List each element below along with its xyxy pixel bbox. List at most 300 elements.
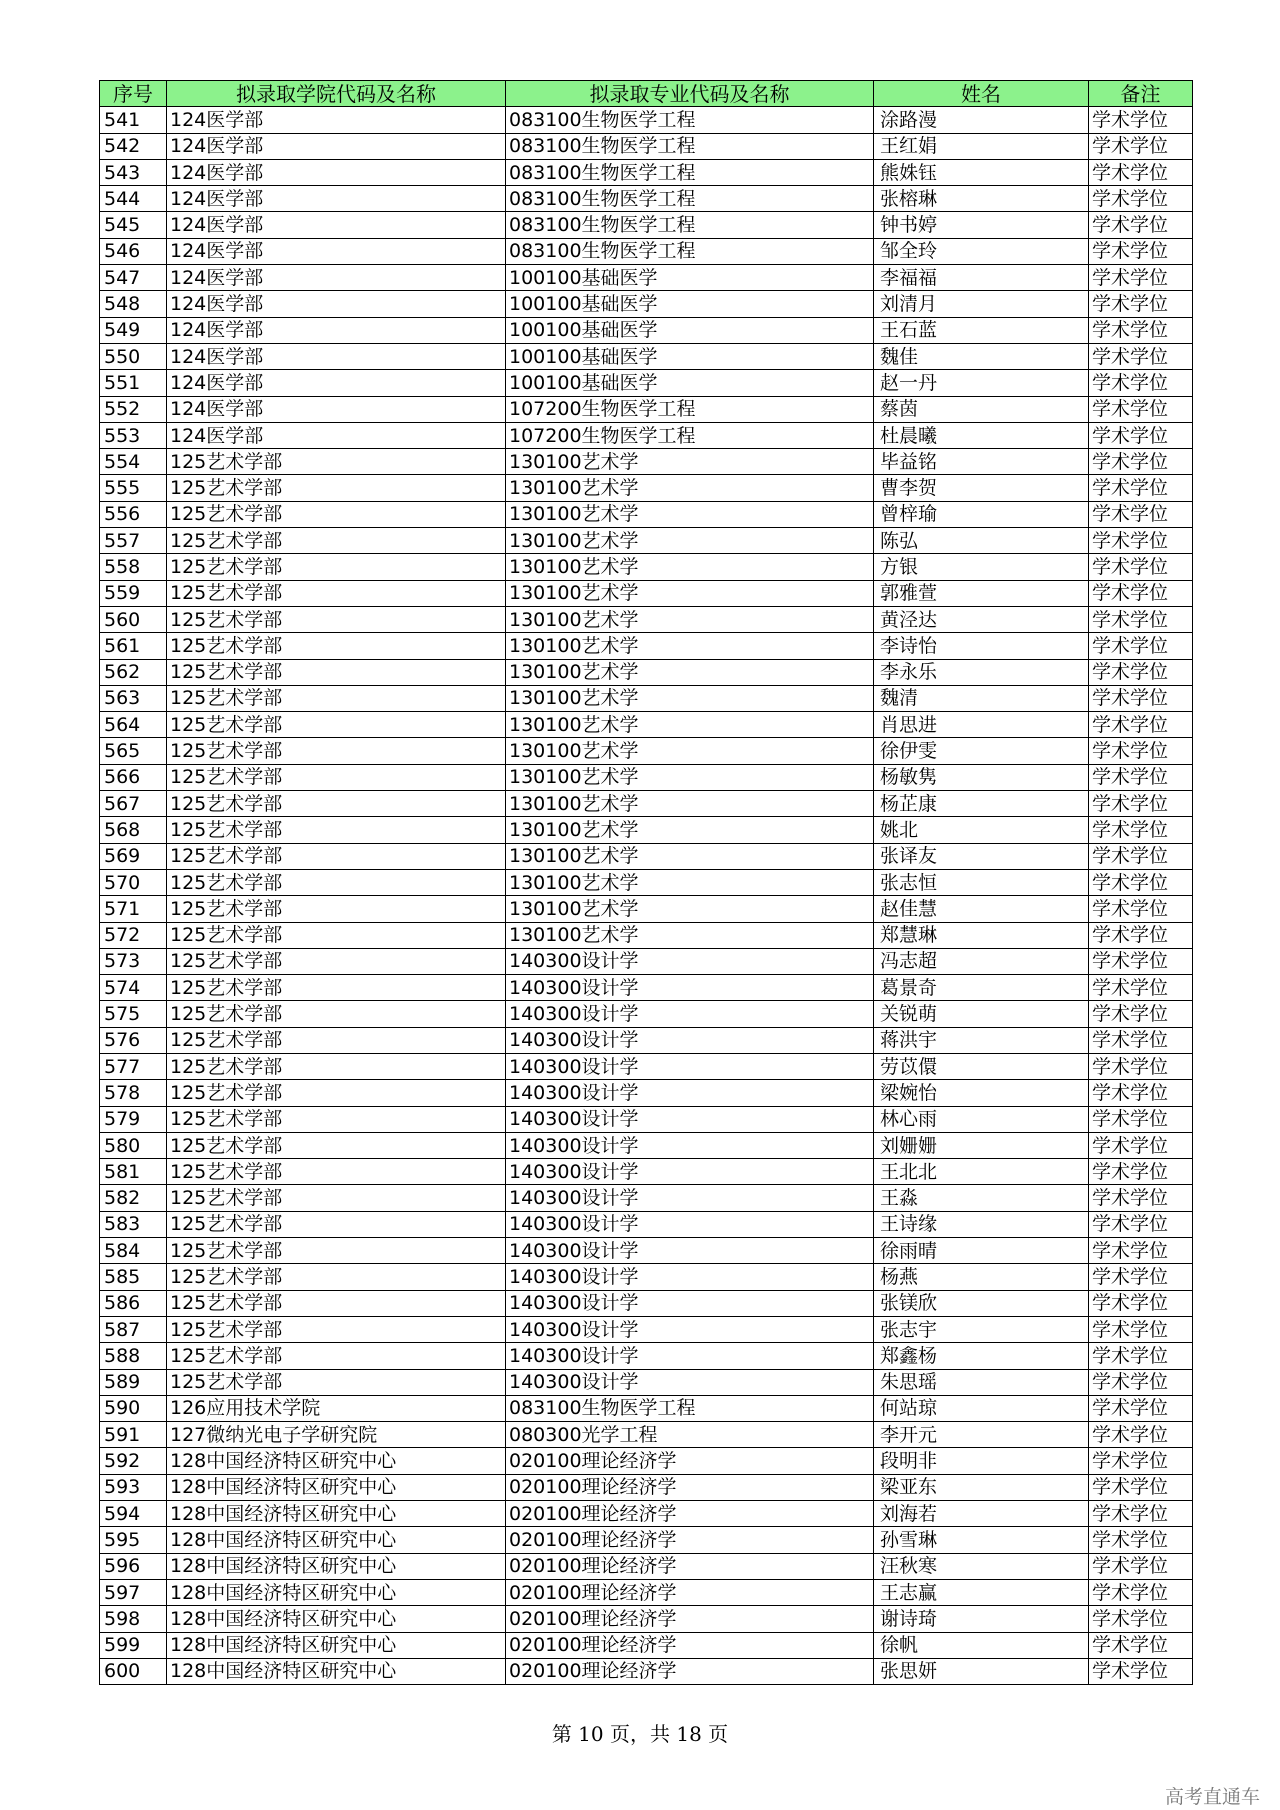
cell-remark: 学术学位: [1089, 1211, 1193, 1237]
cell-remark: 学术学位: [1089, 186, 1193, 212]
cell-remark: 学术学位: [1089, 265, 1193, 291]
cell-college: 125艺术学部: [167, 1264, 506, 1290]
table-row: [100, 265, 1193, 291]
cell-major: 130100艺术学: [506, 712, 874, 738]
cell-index: 551: [100, 370, 167, 396]
cell-college: 125艺术学部: [167, 1343, 506, 1369]
table-row: [100, 975, 1193, 1001]
cell-index: 562: [100, 659, 167, 685]
cell-name: 张志宇: [874, 1316, 1089, 1342]
cell-college: 125艺术学部: [167, 606, 506, 632]
cell-college: 125艺术学部: [167, 1159, 506, 1185]
cell-name: 徐伊雯: [874, 738, 1089, 764]
table-row: [100, 449, 1193, 475]
table-row: [100, 1658, 1193, 1684]
cell-name: 陈弘: [874, 528, 1089, 554]
cell-index: 568: [100, 817, 167, 843]
table-row: [100, 1527, 1193, 1553]
cell-major: 083100生物医学工程: [506, 212, 874, 238]
cell-index: 589: [100, 1369, 167, 1395]
table-row: [100, 1579, 1193, 1605]
cell-name: 王志赢: [874, 1579, 1089, 1605]
cell-remark: 学术学位: [1089, 869, 1193, 895]
cell-name: 李开元: [874, 1422, 1089, 1448]
cell-remark: 学术学位: [1089, 1632, 1193, 1658]
cell-major: 020100理论经济学: [506, 1632, 874, 1658]
cell-college: 125艺术学部: [167, 1080, 506, 1106]
table-row: [100, 606, 1193, 632]
cell-remark: 学术学位: [1089, 370, 1193, 396]
cell-remark: 学术学位: [1089, 606, 1193, 632]
cell-name: 郑鑫杨: [874, 1343, 1089, 1369]
cell-name: 杨芷康: [874, 791, 1089, 817]
cell-remark: 学术学位: [1089, 1527, 1193, 1553]
table-row: [100, 291, 1193, 317]
cell-name: 张镁欣: [874, 1290, 1089, 1316]
cell-major: 083100生物医学工程: [506, 186, 874, 212]
cell-college: 124医学部: [167, 133, 506, 159]
cell-name: 方银: [874, 554, 1089, 580]
table-row: [100, 107, 1193, 133]
table-row: [100, 1106, 1193, 1132]
cell-index: 545: [100, 212, 167, 238]
cell-college: 125艺术学部: [167, 554, 506, 580]
table-row: [100, 1001, 1193, 1027]
cell-index: 554: [100, 449, 167, 475]
cell-index: 595: [100, 1527, 167, 1553]
cell-name: 毕益铭: [874, 449, 1089, 475]
cell-name: 冯志超: [874, 948, 1089, 974]
cell-remark: 学术学位: [1089, 1106, 1193, 1132]
cell-major: 130100艺术学: [506, 554, 874, 580]
table-row: [100, 764, 1193, 790]
cell-remark: 学术学位: [1089, 843, 1193, 869]
cell-remark: 学术学位: [1089, 1553, 1193, 1579]
cell-major: 107200生物医学工程: [506, 396, 874, 422]
table-row: [100, 1132, 1193, 1158]
cell-name: 杨敏隽: [874, 764, 1089, 790]
cell-college: 128中国经济特区研究中心: [167, 1658, 506, 1684]
cell-remark: 学术学位: [1089, 1264, 1193, 1290]
cell-index: 565: [100, 738, 167, 764]
table-row: [100, 370, 1193, 396]
cell-name: 林心雨: [874, 1106, 1089, 1132]
cell-college: 125艺术学部: [167, 528, 506, 554]
cell-college: 125艺术学部: [167, 1369, 506, 1395]
cell-college: 124医学部: [167, 238, 506, 264]
cell-name: 黄泾达: [874, 606, 1089, 632]
cell-college: 124医学部: [167, 317, 506, 343]
table-row: [100, 1501, 1193, 1527]
table-row: [100, 869, 1193, 895]
cell-remark: 学术学位: [1089, 1316, 1193, 1342]
cell-name: 肖思进: [874, 712, 1089, 738]
cell-college: 125艺术学部: [167, 869, 506, 895]
table-row: [100, 1369, 1193, 1395]
cell-remark: 学术学位: [1089, 1501, 1193, 1527]
cell-remark: 学术学位: [1089, 1369, 1193, 1395]
cell-remark: 学术学位: [1089, 291, 1193, 317]
cell-name: 李永乐: [874, 659, 1089, 685]
cell-college: 125艺术学部: [167, 1132, 506, 1158]
cell-index: 598: [100, 1606, 167, 1632]
cell-college: 125艺术学部: [167, 685, 506, 711]
header-index: 序号: [100, 81, 167, 107]
cell-index: 584: [100, 1238, 167, 1264]
cell-major: 140300设计学: [506, 1185, 874, 1211]
cell-index: 578: [100, 1080, 167, 1106]
cell-remark: 学术学位: [1089, 159, 1193, 185]
cell-major: 130100艺术学: [506, 922, 874, 948]
cell-index: 593: [100, 1474, 167, 1500]
cell-major: 130100艺术学: [506, 869, 874, 895]
cell-name: 蔡茵: [874, 396, 1089, 422]
cell-remark: 学术学位: [1089, 633, 1193, 659]
cell-index: 555: [100, 475, 167, 501]
cell-name: 熊姝钰: [874, 159, 1089, 185]
cell-college: 128中国经济特区研究中心: [167, 1579, 506, 1605]
cell-name: 张榕琳: [874, 186, 1089, 212]
table-row: [100, 1553, 1193, 1579]
cell-index: 576: [100, 1027, 167, 1053]
cell-remark: 学术学位: [1089, 817, 1193, 843]
cell-college: 125艺术学部: [167, 1027, 506, 1053]
table-row: [100, 1422, 1193, 1448]
table-row: [100, 659, 1193, 685]
cell-college: 124医学部: [167, 291, 506, 317]
cell-index: 559: [100, 580, 167, 606]
cell-name: 梁亚东: [874, 1474, 1089, 1500]
cell-major: 130100艺术学: [506, 501, 874, 527]
cell-name: 王淼: [874, 1185, 1089, 1211]
cell-remark: 学术学位: [1089, 212, 1193, 238]
cell-college: 128中国经济特区研究中心: [167, 1474, 506, 1500]
cell-remark: 学术学位: [1089, 1658, 1193, 1684]
cell-college: 125艺术学部: [167, 1316, 506, 1342]
cell-index: 573: [100, 948, 167, 974]
cell-name: 段明非: [874, 1448, 1089, 1474]
cell-index: 588: [100, 1343, 167, 1369]
header-remark: 备注: [1089, 81, 1193, 107]
table-row: [100, 1080, 1193, 1106]
cell-remark: 学术学位: [1089, 1290, 1193, 1316]
cell-major: 020100理论经济学: [506, 1501, 874, 1527]
cell-name: 姚北: [874, 817, 1089, 843]
cell-college: 128中国经济特区研究中心: [167, 1501, 506, 1527]
cell-remark: 学术学位: [1089, 1579, 1193, 1605]
table-row: [100, 1185, 1193, 1211]
cell-major: 140300设计学: [506, 1264, 874, 1290]
cell-major: 100100基础医学: [506, 291, 874, 317]
cell-remark: 学术学位: [1089, 1422, 1193, 1448]
cell-index: 564: [100, 712, 167, 738]
cell-name: 魏清: [874, 685, 1089, 711]
cell-remark: 学术学位: [1089, 948, 1193, 974]
cell-major: 140300设计学: [506, 1369, 874, 1395]
cell-index: 544: [100, 186, 167, 212]
cell-remark: 学术学位: [1089, 1185, 1193, 1211]
table-row: [100, 159, 1193, 185]
table-row: [100, 685, 1193, 711]
cell-name: 徐帆: [874, 1632, 1089, 1658]
cell-name: 孙雪琳: [874, 1527, 1089, 1553]
cell-remark: 学术学位: [1089, 1053, 1193, 1079]
cell-major: 140300设计学: [506, 1080, 874, 1106]
table-row: [100, 343, 1193, 369]
cell-college: 124医学部: [167, 343, 506, 369]
table-row: [100, 1211, 1193, 1237]
cell-name: 徐雨晴: [874, 1238, 1089, 1264]
cell-remark: 学术学位: [1089, 528, 1193, 554]
table-body: [100, 107, 1193, 1685]
table-row: [100, 633, 1193, 659]
cell-remark: 学术学位: [1089, 1159, 1193, 1185]
cell-major: 140300设计学: [506, 975, 874, 1001]
cell-major: 130100艺术学: [506, 580, 874, 606]
table-row: [100, 475, 1193, 501]
cell-college: 125艺术学部: [167, 712, 506, 738]
cell-index: 550: [100, 343, 167, 369]
table-row: [100, 422, 1193, 448]
table-row: [100, 554, 1193, 580]
table-row: [100, 791, 1193, 817]
cell-index: 570: [100, 869, 167, 895]
cell-major: 020100理论经济学: [506, 1553, 874, 1579]
table-row: [100, 580, 1193, 606]
cell-name: 梁婉怡: [874, 1080, 1089, 1106]
cell-name: 朱思瑶: [874, 1369, 1089, 1395]
cell-index: 552: [100, 396, 167, 422]
cell-index: 592: [100, 1448, 167, 1474]
cell-index: 594: [100, 1501, 167, 1527]
cell-index: 547: [100, 265, 167, 291]
table-row: [100, 396, 1193, 422]
cell-index: 571: [100, 896, 167, 922]
cell-college: 125艺术学部: [167, 764, 506, 790]
cell-index: 557: [100, 528, 167, 554]
cell-name: 曹李贺: [874, 475, 1089, 501]
cell-major: 130100艺术学: [506, 685, 874, 711]
cell-college: 125艺术学部: [167, 1290, 506, 1316]
cell-major: 100100基础医学: [506, 343, 874, 369]
table-row: [100, 1264, 1193, 1290]
cell-major: 020100理论经济学: [506, 1579, 874, 1605]
cell-name: 李福福: [874, 265, 1089, 291]
table-row: [100, 501, 1193, 527]
cell-college: 125艺术学部: [167, 896, 506, 922]
cell-major: 100100基础医学: [506, 370, 874, 396]
cell-college: 128中国经济特区研究中心: [167, 1527, 506, 1553]
cell-index: 543: [100, 159, 167, 185]
cell-remark: 学术学位: [1089, 317, 1193, 343]
cell-college: 125艺术学部: [167, 501, 506, 527]
table-row: [100, 817, 1193, 843]
table-header-row: [100, 81, 1193, 107]
cell-remark: 学术学位: [1089, 580, 1193, 606]
table-row: [100, 1606, 1193, 1632]
cell-index: 546: [100, 238, 167, 264]
cell-index: 587: [100, 1316, 167, 1342]
cell-college: 124医学部: [167, 396, 506, 422]
cell-remark: 学术学位: [1089, 764, 1193, 790]
cell-remark: 学术学位: [1089, 738, 1193, 764]
cell-remark: 学术学位: [1089, 107, 1193, 133]
cell-college: 125艺术学部: [167, 1106, 506, 1132]
cell-college: 128中国经济特区研究中心: [167, 1448, 506, 1474]
cell-college: 124医学部: [167, 159, 506, 185]
cell-major: 100100基础医学: [506, 265, 874, 291]
cell-name: 张志恒: [874, 869, 1089, 895]
cell-name: 劳苡儇: [874, 1053, 1089, 1079]
cell-major: 140300设计学: [506, 1106, 874, 1132]
cell-college: 127微纳光电子学研究院: [167, 1422, 506, 1448]
table-row: [100, 1027, 1193, 1053]
cell-index: 586: [100, 1290, 167, 1316]
cell-college: 124医学部: [167, 370, 506, 396]
cell-major: 020100理论经济学: [506, 1474, 874, 1500]
cell-college: 128中国经济特区研究中心: [167, 1632, 506, 1658]
cell-major: 130100艺术学: [506, 817, 874, 843]
cell-name: 刘海若: [874, 1501, 1089, 1527]
cell-name: 杜晨曦: [874, 422, 1089, 448]
cell-major: 020100理论经济学: [506, 1527, 874, 1553]
cell-major: 140300设计学: [506, 1343, 874, 1369]
cell-index: 567: [100, 791, 167, 817]
cell-remark: 学术学位: [1089, 685, 1193, 711]
cell-major: 130100艺术学: [506, 449, 874, 475]
cell-name: 王北北: [874, 1159, 1089, 1185]
cell-college: 125艺术学部: [167, 449, 506, 475]
cell-major: 130100艺术学: [506, 475, 874, 501]
cell-college: 124医学部: [167, 265, 506, 291]
cell-college: 125艺术学部: [167, 922, 506, 948]
cell-college: 125艺术学部: [167, 475, 506, 501]
cell-name: 郑慧琳: [874, 922, 1089, 948]
cell-index: 580: [100, 1132, 167, 1158]
cell-college: 125艺术学部: [167, 1238, 506, 1264]
cell-major: 020100理论经济学: [506, 1658, 874, 1684]
cell-index: 596: [100, 1553, 167, 1579]
cell-name: 钟书婷: [874, 212, 1089, 238]
cell-major: 130100艺术学: [506, 764, 874, 790]
cell-remark: 学术学位: [1089, 238, 1193, 264]
cell-name: 邹全玲: [874, 238, 1089, 264]
cell-major: 140300设计学: [506, 1027, 874, 1053]
cell-remark: 学术学位: [1089, 1027, 1193, 1053]
cell-index: 556: [100, 501, 167, 527]
cell-index: 579: [100, 1106, 167, 1132]
cell-index: 577: [100, 1053, 167, 1079]
cell-major: 083100生物医学工程: [506, 1395, 874, 1421]
cell-remark: 学术学位: [1089, 712, 1193, 738]
cell-index: 599: [100, 1632, 167, 1658]
table-row: [100, 1238, 1193, 1264]
cell-college: 128中国经济特区研究中心: [167, 1606, 506, 1632]
cell-index: 597: [100, 1579, 167, 1605]
cell-index: 553: [100, 422, 167, 448]
cell-remark: 学术学位: [1089, 1132, 1193, 1158]
table-row: [100, 1632, 1193, 1658]
table-row: [100, 1159, 1193, 1185]
table-row: [100, 922, 1193, 948]
cell-remark: 学术学位: [1089, 659, 1193, 685]
cell-name: 刘清月: [874, 291, 1089, 317]
admission-table: [99, 80, 1193, 1685]
cell-index: 585: [100, 1264, 167, 1290]
table-row: [100, 317, 1193, 343]
cell-name: 关锐萌: [874, 1001, 1089, 1027]
cell-index: 590: [100, 1395, 167, 1421]
cell-college: 125艺术学部: [167, 580, 506, 606]
page-footer: 第 10 页，共 18 页: [551, 1722, 729, 1746]
cell-major: 083100生物医学工程: [506, 107, 874, 133]
cell-index: 581: [100, 1159, 167, 1185]
cell-remark: 学术学位: [1089, 1395, 1193, 1421]
cell-index: 563: [100, 685, 167, 711]
cell-name: 魏佳: [874, 343, 1089, 369]
cell-college: 125艺术学部: [167, 817, 506, 843]
cell-major: 140300设计学: [506, 1211, 874, 1237]
cell-remark: 学术学位: [1089, 791, 1193, 817]
table-row: [100, 212, 1193, 238]
cell-college: 125艺术学部: [167, 1185, 506, 1211]
cell-index: 566: [100, 764, 167, 790]
cell-remark: 学术学位: [1089, 554, 1193, 580]
cell-name: 赵佳慧: [874, 896, 1089, 922]
cell-major: 130100艺术学: [506, 843, 874, 869]
cell-remark: 学术学位: [1089, 1606, 1193, 1632]
cell-remark: 学术学位: [1089, 896, 1193, 922]
table-row: [100, 712, 1193, 738]
cell-major: 130100艺术学: [506, 896, 874, 922]
cell-name: 汪秋寒: [874, 1553, 1089, 1579]
cell-major: 083100生物医学工程: [506, 238, 874, 264]
cell-index: 541: [100, 107, 167, 133]
header-major: 拟录取专业代码及名称: [506, 81, 874, 107]
cell-index: 591: [100, 1422, 167, 1448]
cell-remark: 学术学位: [1089, 133, 1193, 159]
cell-remark: 学术学位: [1089, 922, 1193, 948]
cell-remark: 学术学位: [1089, 1238, 1193, 1264]
cell-major: 130100艺术学: [506, 738, 874, 764]
cell-remark: 学术学位: [1089, 449, 1193, 475]
cell-college: 124医学部: [167, 422, 506, 448]
cell-remark: 学术学位: [1089, 475, 1193, 501]
cell-remark: 学术学位: [1089, 501, 1193, 527]
cell-name: 何站琼: [874, 1395, 1089, 1421]
cell-major: 140300设计学: [506, 1159, 874, 1185]
cell-college: 125艺术学部: [167, 738, 506, 764]
cell-remark: 学术学位: [1089, 422, 1193, 448]
cell-college: 124医学部: [167, 186, 506, 212]
cell-major: 083100生物医学工程: [506, 159, 874, 185]
cell-major: 020100理论经济学: [506, 1448, 874, 1474]
header-name: 姓名: [874, 81, 1089, 107]
table-row: [100, 1448, 1193, 1474]
cell-index: 572: [100, 922, 167, 948]
cell-major: 020100理论经济学: [506, 1606, 874, 1632]
cell-college: 125艺术学部: [167, 975, 506, 1001]
cell-major: 130100艺术学: [506, 791, 874, 817]
cell-major: 130100艺术学: [506, 659, 874, 685]
cell-index: 549: [100, 317, 167, 343]
cell-name: 张思妍: [874, 1658, 1089, 1684]
cell-name: 赵一丹: [874, 370, 1089, 396]
cell-remark: 学术学位: [1089, 1474, 1193, 1500]
table-row: [100, 1343, 1193, 1369]
cell-name: 曾梓瑜: [874, 501, 1089, 527]
cell-index: 583: [100, 1211, 167, 1237]
